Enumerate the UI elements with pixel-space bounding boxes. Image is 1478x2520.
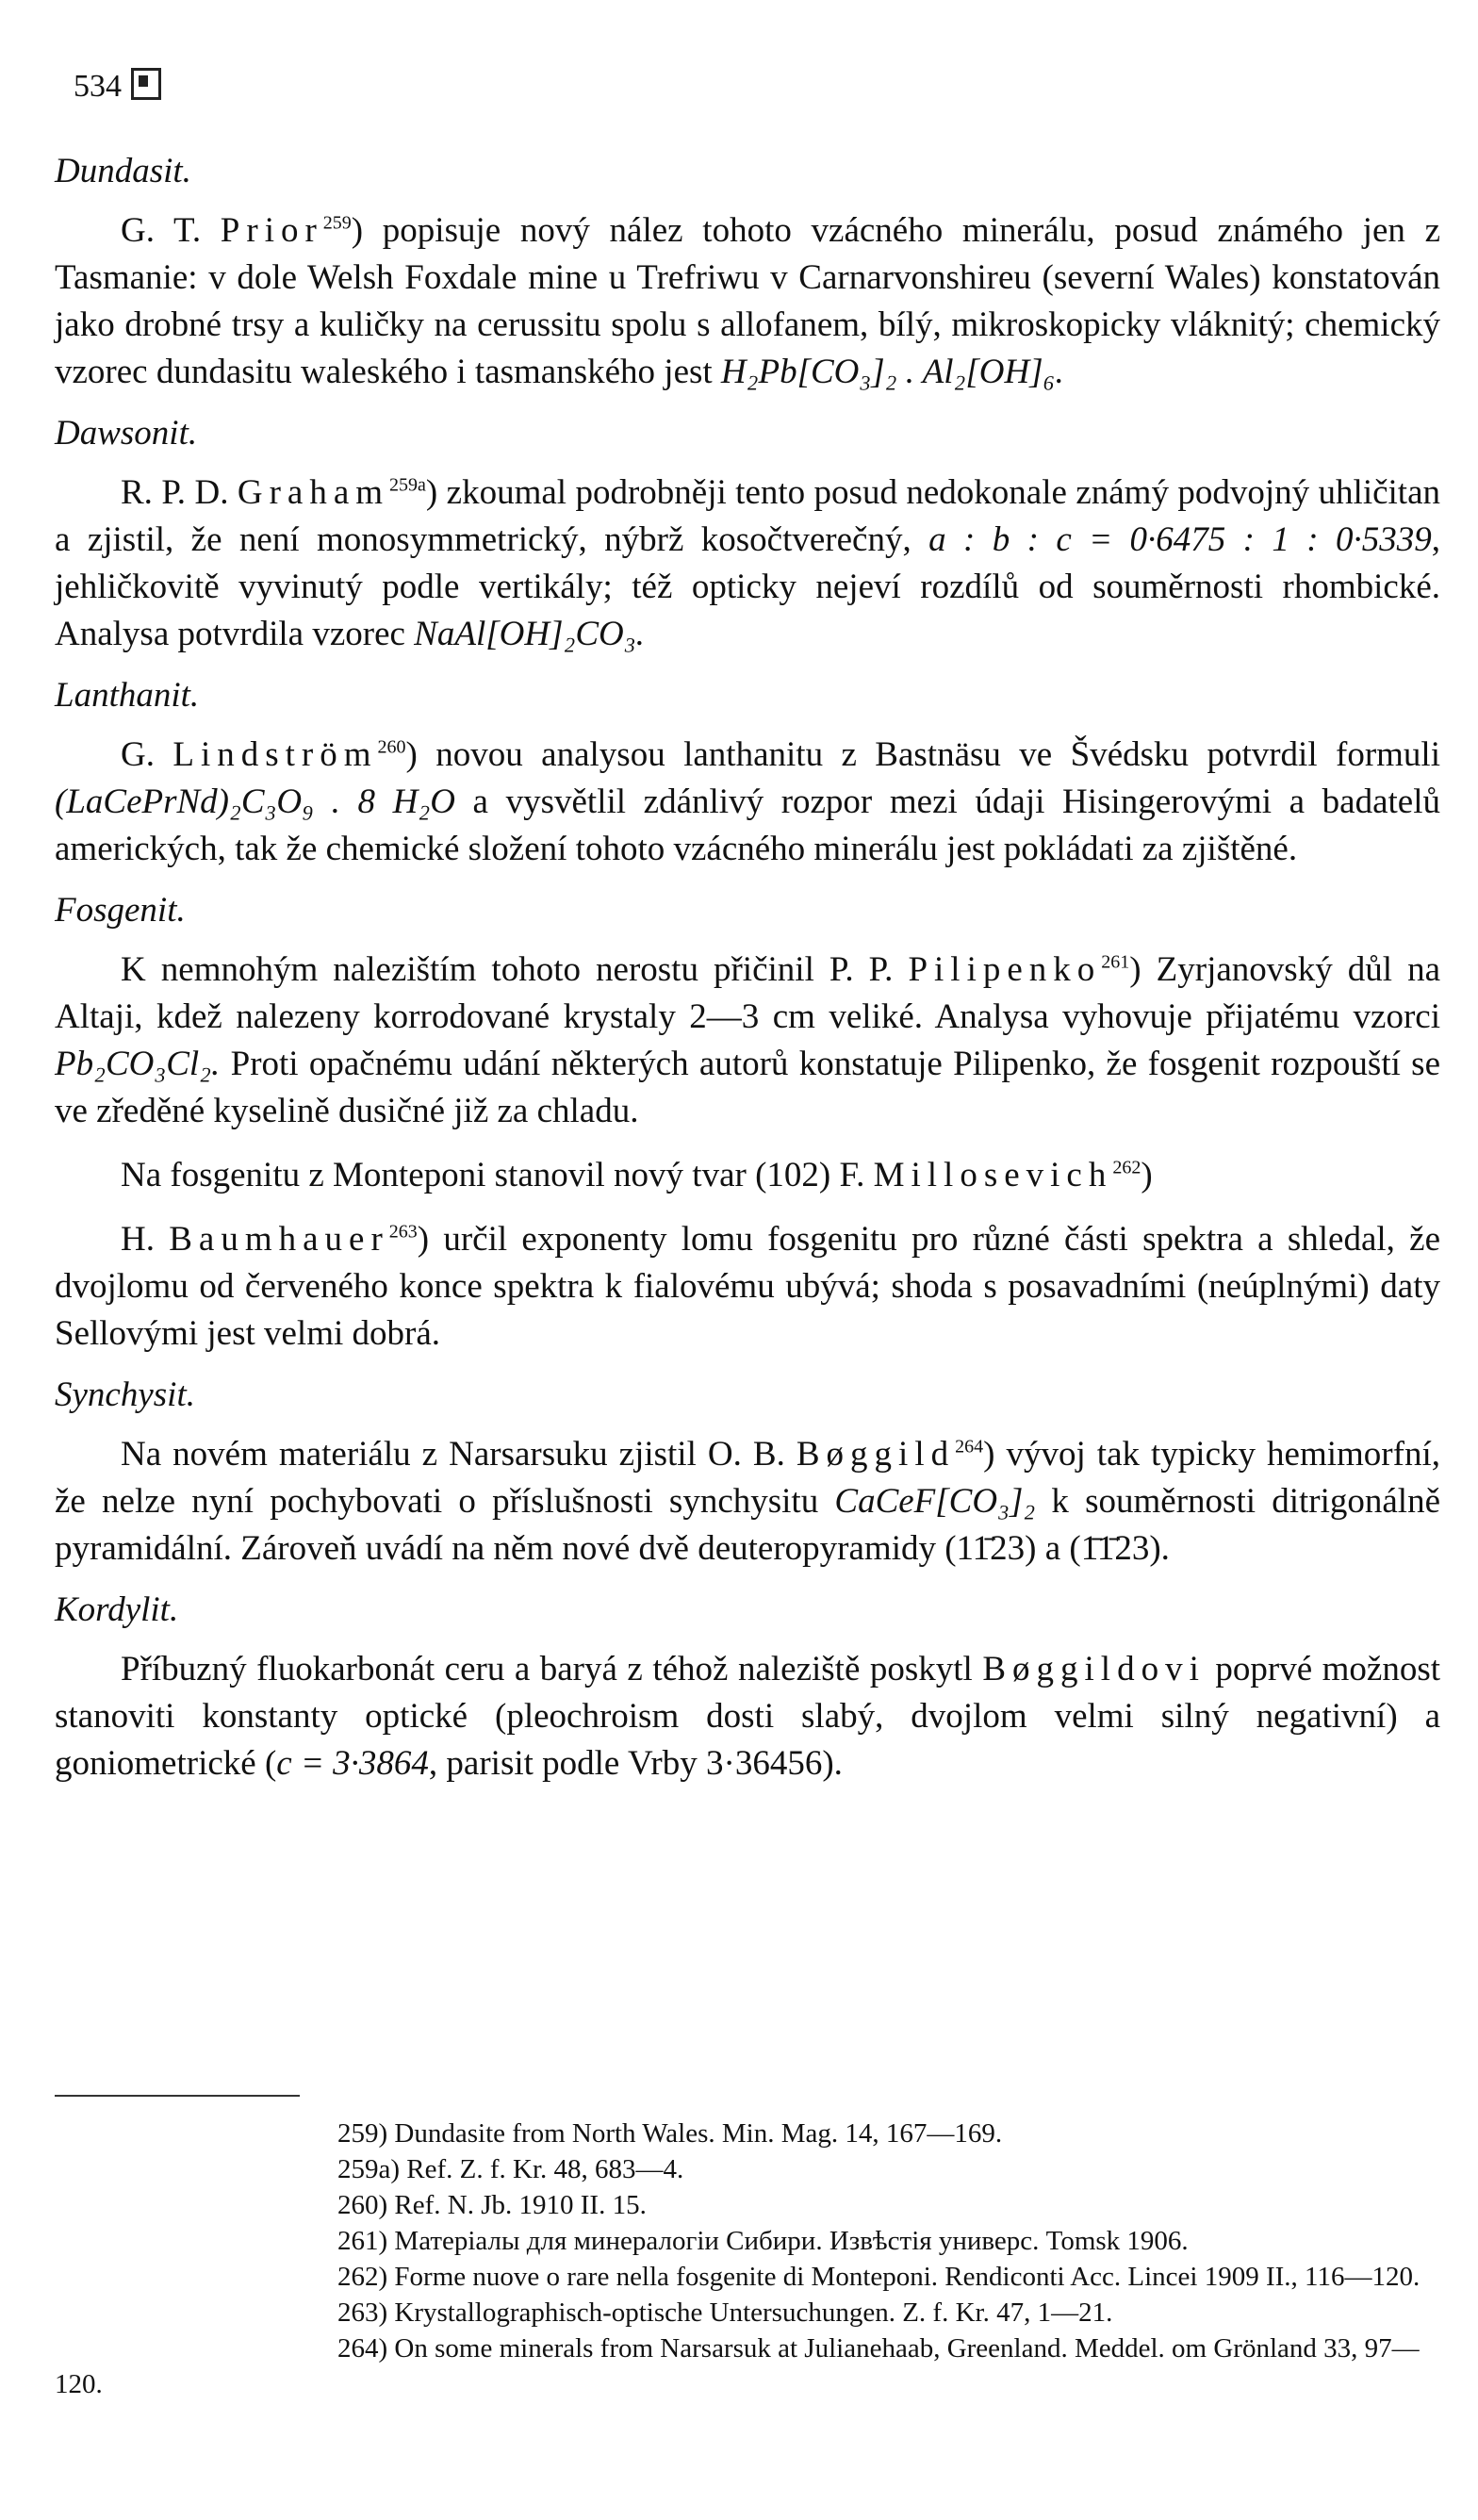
footnote <box>55 2295 1440 2331</box>
footnote-number: 264) <box>337 2333 388 2364</box>
footnote <box>55 2331 1440 2402</box>
footnote-text: Dundasite from North Wales. Min. Mag. 14, 167—169. <box>394 2118 1003 2149</box>
section-title-dawsonit: Dawsonit. <box>55 414 198 453</box>
author-name: Prior <box>220 211 323 250</box>
paragraph-text: K nemnohým nalezištím tohoto nerostu přičinil P. P. <box>121 950 909 989</box>
section-title-kordylit: Kordylit. <box>55 1590 179 1629</box>
author-initials: R. P. D. <box>121 473 238 512</box>
footnote-text: Матеріалы для минералогіи Сибири. Извѣстія универс. Tomsk 1906. <box>394 2226 1189 2256</box>
chemical-formula: (LaCePrNd)₂C₃O₉ . 8 H₂O <box>55 782 455 821</box>
footnote-ref: 264 <box>955 1436 984 1458</box>
paragraph-text: ) vývoj tak typicky hemimorfní, že nelze nyní pochybovati o příslušnosti synchysitu <box>55 1435 1440 1521</box>
footnotes <box>55 2116 1440 2402</box>
author-name: Graham <box>237 473 390 512</box>
chemical-formula: Pb₂CO₃Cl₂. <box>55 1045 221 1083</box>
paragraph-dundasit <box>55 207 1440 396</box>
paragraph-text: Na novém materiálu z Narsarsuku zjistil O. B. <box>121 1435 796 1474</box>
paragraph-text: , parisit podle Vrby 3·36456). <box>428 1744 843 1783</box>
page-header <box>74 68 161 105</box>
footnote-ref: 263 <box>388 1221 418 1243</box>
footnote-ref: 259 <box>322 212 352 234</box>
ornament-icon <box>131 68 161 100</box>
author-name: Pilipenko <box>908 950 1102 989</box>
paragraph-text: k souměrnosti ditrigonálně pyramidální. Zároveň uvádí na něm nové dvě deuteropyramidy (11̄23) a (1̄1̄23). <box>55 1482 1440 1568</box>
paragraph-dawsonit <box>55 469 1440 658</box>
paragraph-text: , jehličkovitě vyvinutý podle vertikály; též opticky nejeví rozdílů od souměrnosti rhombické. Analysa potvrdila vzorec <box>55 520 1440 653</box>
section-title-dundasit: Dundasit. <box>55 152 191 190</box>
paragraph-text: ) popisuje nový nález tohoto vzácného minerálu, posud známého jen z Tasmanie: v dole Welsh Foxdale mine u Trefriwu v Carnarvonshireu (severní Wales) konstatován jako drobné trsy a kuličky na cerussitu spolu s allofanem, bílý, mikroskopicky vláknitý; chemický vzorec dundasitu waleského i tasmanského jest <box>55 211 1440 391</box>
footnote <box>55 2223 1440 2259</box>
footnote <box>55 2259 1440 2295</box>
paragraph-text: poprvé možnost stanoviti konstanty optické (pleochroism dosti slabý, dvojlom velmi silný negativní) a goniometrické ( <box>55 1650 1440 1783</box>
footnote <box>55 2187 1440 2223</box>
paragraph-text: Na fosgenitu z Monteponi stanovil nový tvar (102) F. <box>121 1156 874 1194</box>
footnote-number: 263) <box>337 2298 388 2328</box>
footnote-number: 260) <box>337 2190 388 2220</box>
footnote-ref: 261 <box>1101 951 1130 973</box>
footnote-text: Ref. Z. f. Kr. 48, 683—4. <box>406 2154 684 2184</box>
chemical-formula: H₂Pb[CO₃]₂ . Al₂[OH]₆. <box>720 353 1064 391</box>
footnote-number: 261) <box>337 2226 388 2256</box>
section-title-synchysit: Synchysit. <box>55 1375 195 1414</box>
paragraph-fosgenit-3 <box>55 1216 1440 1358</box>
author-name: Bøggild <box>796 1435 956 1474</box>
axial-ratio: c = 3·3864 <box>276 1744 429 1783</box>
author-name: Baumhauer <box>169 1220 389 1259</box>
axial-ratio: a : b : c = 0·6475 : 1 : 0·5339 <box>928 520 1432 559</box>
paragraph-text: ) <box>1141 1156 1153 1194</box>
chemical-formula: CaCeF[CO₃]₂ <box>834 1482 1036 1521</box>
footnote-number: 259a) <box>337 2154 401 2184</box>
section-title-fosgenit: Fosgenit. <box>55 891 186 930</box>
chemical-formula: NaAl[OH]₂CO₃. <box>414 615 645 653</box>
paragraph-text: ) určil exponenty lomu fosgenitu pro různé části spektra a shledal, že dvojlomu od červeného konce spektra k fialovému ubývá; shoda s posavadními (neúplnými) daty Sellovými jest velmi dobrá. <box>55 1220 1440 1353</box>
author-initials: H. <box>121 1220 170 1259</box>
paragraph-text: ) novou analysou lanthanitu z Bastnäsu ve Švédsku potvrdil formuli <box>405 735 1440 774</box>
section-title-lanthanit: Lanthanit. <box>55 676 200 715</box>
paragraph-lanthanit <box>55 732 1440 873</box>
footnote-ref: 262 <box>1112 1157 1141 1178</box>
paragraph-text: ) zkoumal podrobněji tento posud nedokonale známý podvojný uhličitan a zjistil, že není monosymmetrický, nýbrž kosočtverečný, <box>55 473 1440 559</box>
paragraph-text: a vysvětlil zdánlivý rozpor mezi údaji Hisingerovými a badatelů amerických, tak že chemické složení tohoto vzácného minerálu jest pokládati za zjištěné. <box>55 782 1440 868</box>
footnote-text: Ref. N. Jb. 1910 II. 15. <box>394 2190 647 2220</box>
footnote-ref: 260 <box>377 736 406 758</box>
paragraph-synchysit <box>55 1431 1440 1573</box>
footnote-number: 259) <box>337 2118 388 2149</box>
footnote-ref: 259a <box>389 474 426 496</box>
author-name: Millosevich <box>873 1156 1113 1194</box>
footnote <box>55 2151 1440 2187</box>
page-body <box>55 151 1440 1804</box>
footnote <box>55 2116 1440 2151</box>
footnote-text: Forme nuove o rare nella fosgenite di Monteponi. Rendiconti Acc. Lincei 1909 II., 116—120. <box>394 2262 1421 2292</box>
author-name: Lindström <box>172 735 378 774</box>
paragraph-text: Proti opačnému udání některých autorů konstatuje Pilipenko, že fosgenit rozpouští se ve zředěné kyselině dusičné již za chladu. <box>55 1045 1440 1130</box>
paragraph-kordylit <box>55 1646 1440 1787</box>
author-initials: G. T. <box>121 211 221 250</box>
paragraph-text: Příbuzný fluokarbonát ceru a baryá z téhož naleziště poskytl <box>121 1650 983 1688</box>
footnote-divider <box>55 2095 300 2097</box>
footnote-number: 262) <box>337 2262 388 2292</box>
page-number: 534 <box>74 69 122 104</box>
author-initials: G. <box>121 735 173 774</box>
footnote-text: On some minerals from Narsarsuk at Julianehaab, Greenland. Meddel. om Grönland 33, 97—120. <box>55 2333 1420 2399</box>
paragraph-text: ) Zyrjanovský důl na Altaji, kdež nalezeny korrodované krystaly 2—3 cm veliké. Analysa vyhovuje přijatému vzorci <box>55 950 1440 1036</box>
paragraph-fosgenit-2 <box>55 1152 1440 1199</box>
paragraph-fosgenit-1 <box>55 947 1440 1135</box>
author-name: Bøggildovi <box>982 1650 1206 1688</box>
footnote-text: Krystallographisch-optische Untersuchungen. Z. f. Kr. 47, 1—21. <box>394 2298 1113 2328</box>
